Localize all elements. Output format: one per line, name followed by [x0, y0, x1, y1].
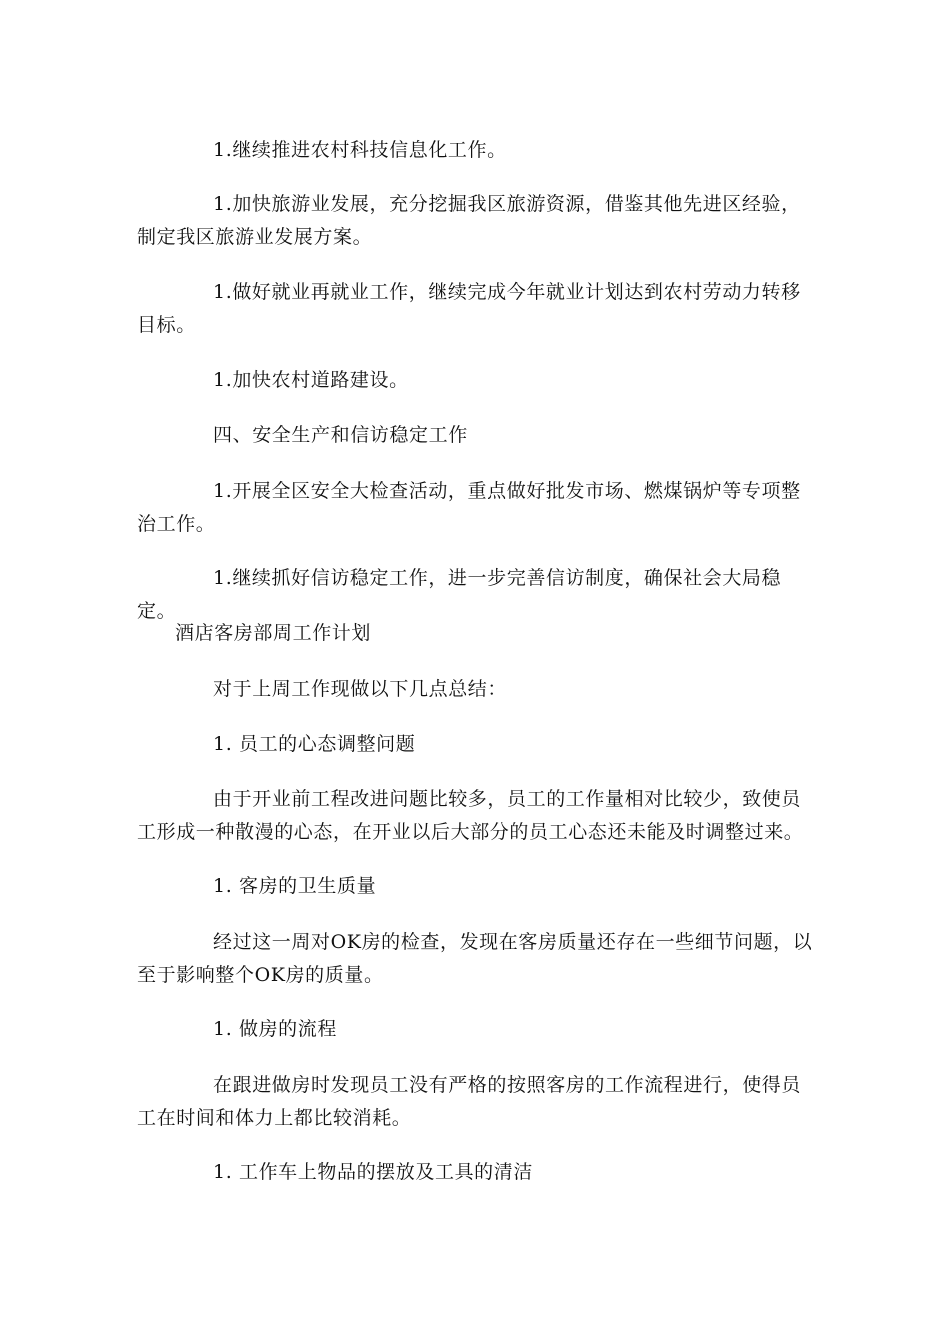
- item-heading-4: 1. 工作车上物品的摆放及工具的清洁: [213, 1161, 533, 1183]
- paragraph-1: 1.继续推进农村科技信息化工作。: [213, 139, 507, 161]
- section-heading-4: 四、安全生产和信访稳定工作: [213, 424, 468, 446]
- item-heading-3: 1. 做房的流程: [213, 1018, 337, 1040]
- paragraph-summary-intro: 对于上周工作现做以下几点总结：: [213, 678, 508, 700]
- paragraph-6: 1.开展全区安全大检查活动，重点做好批发市场、燃煤锅炉等专项整治工作。: [137, 480, 801, 535]
- paragraph-7: 1.继续抓好信访稳定工作，进一步完善信访制度，确保社会大局稳定。: [137, 567, 782, 622]
- item-heading-2: 1. 客房的卫生质量: [213, 875, 377, 897]
- paragraph-item-2: 经过这一周对OK房的检查，发现在客房质量还存在一些细节问题，以至于影响整个OK房的质量。: [137, 931, 813, 986]
- paragraph-3: 1.做好就业再就业工作，继续完成今年就业计划达到农村劳动力转移目标。: [137, 281, 801, 336]
- paragraph-item-1: 由于开业前工程改进问题比较多，员工的工作量相对比较少，致使员工形成一种散漫的心态，在开业以后大部分的员工心态还未能及时调整过来。: [137, 788, 804, 843]
- item-heading-1: 1. 员工的心态调整问题: [213, 733, 416, 755]
- paragraph-item-3: 在跟进做房时发现员工没有严格的按照客房的工作流程进行，使得员工在时间和体力上都比较消耗。: [137, 1074, 802, 1129]
- document-title: 酒店客房部周工作计划: [175, 622, 372, 644]
- paragraph-4: 1.加快农村道路建设。: [213, 369, 409, 391]
- paragraph-2: 1.加快旅游业发展，充分挖掘我区旅游资源，借鉴其他先进区经验，制定我区旅游业发展方案。: [137, 193, 801, 248]
